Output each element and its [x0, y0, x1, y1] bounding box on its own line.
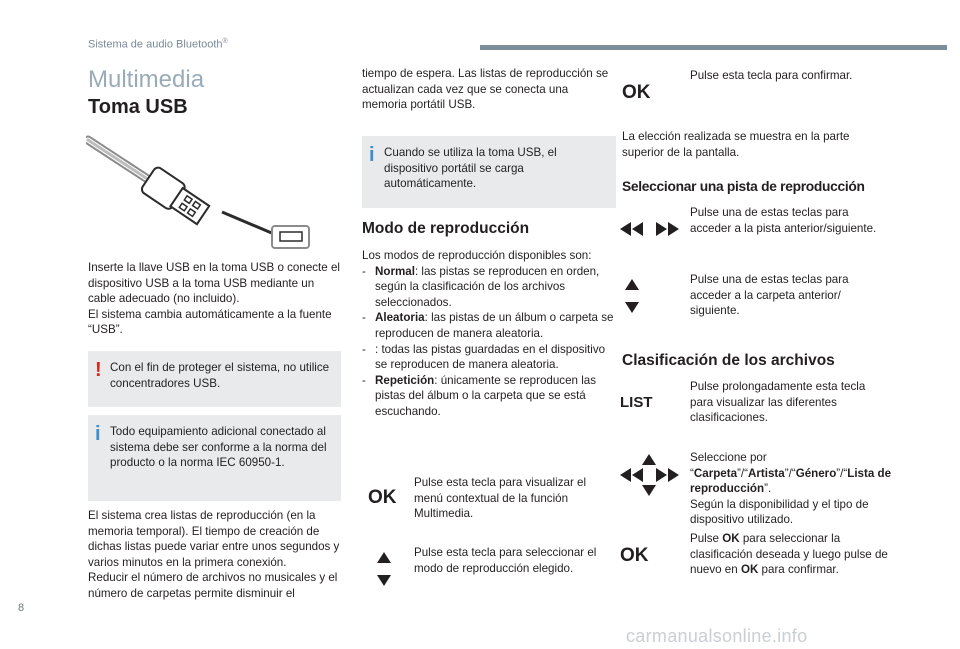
mode-name: Normal: [375, 264, 415, 278]
mode-text: : únicamente se reproducen las pistas del álbum o la carpeta que se está escuchando.: [375, 373, 597, 418]
mode-name: Aleatoria: [375, 311, 425, 325]
usb-illustration: [86, 134, 314, 256]
updown-folder-text: Pulse una de estas teclas para acceder a la carpeta anterior/ siguiente.: [690, 273, 849, 318]
playlist-para-reduce: Reducir el número de archivos no musicales y el número de carpetas permite disminuir el: [88, 571, 338, 600]
ok-key-icon: OK: [620, 545, 649, 566]
warning-note: [88, 351, 341, 407]
usb-instructions: [88, 260, 344, 338]
list-text: Pulse prolongadamente esta tecla para visualizar las diferentes clasificaciones.: [690, 380, 866, 425]
mode-text: : todas las pistas guardadas en el dispositivo se reproducen de manera aleatoria.: [375, 342, 606, 372]
mode-name: Repetición: [375, 373, 435, 387]
watermark: carmanualsonline.info: [626, 626, 808, 646]
list-key-icon: LIST: [620, 394, 653, 411]
track-heading: Seleccionar una pista de reproducción: [622, 179, 865, 194]
four-way-arrows-icon: [620, 454, 680, 501]
list-dash: -: [362, 373, 366, 387]
select-availability: Según la disponibilidad y el tipo de dispositivo utilizado.: [690, 497, 869, 527]
usb-heading: Toma USB: [88, 96, 188, 118]
mode-item-all: [362, 342, 616, 373]
ok-select-pre: Pulse: [690, 532, 723, 545]
ok-key-icon: OK: [622, 82, 651, 103]
usb-para-source: El sistema cambia automáticamente a la fuente “USB”.: [88, 307, 332, 337]
mode-text: : las pistas se reproducen en orden, según la clasificación de los archivos seleccionados.: [375, 264, 600, 309]
ok-confirm-text: Pulse esta tecla para confirmar.: [690, 69, 853, 82]
info-icon: i: [369, 144, 375, 166]
info-note-charging: [362, 136, 616, 208]
section-title: Sistema de audio Bluetooth: [88, 38, 223, 51]
select-text: [690, 450, 900, 528]
mode-item-normal: [362, 264, 616, 311]
ok-select-post: para confirmar.: [758, 563, 839, 577]
modes-list: [362, 248, 616, 420]
option-lista: Lista de reproducción: [690, 466, 892, 496]
list-dash: -: [362, 342, 366, 356]
list-dash: -: [362, 311, 366, 325]
select-intro: Seleccione por: [690, 451, 767, 464]
modes-intro: Los modos de reproducción disponibles son:: [362, 249, 592, 262]
mode-item-repeticion: [362, 373, 616, 420]
registered-mark: ®: [222, 38, 228, 45]
choice-text: La elección realizada se muestra en la parte superior de la pantalla.: [622, 130, 850, 159]
modes-heading: Modo de reproducción: [362, 220, 530, 237]
playlist-text: [88, 508, 344, 602]
section-header: [88, 38, 228, 51]
up-down-arrows-icon: [624, 279, 640, 318]
header-bar: [480, 45, 947, 50]
option-genero: Género: [795, 466, 837, 480]
warning-text: Con el fin de proteger el sistema, no utilice concentradores USB.: [110, 361, 330, 390]
option-artista: Artista: [748, 466, 785, 480]
usb-plug-icon: [86, 134, 314, 256]
prev-next-arrows-icon: [620, 221, 680, 242]
mode-text: : las pistas de un álbum o carpeta se reproducen de manera aleatoria.: [375, 311, 614, 340]
list-dash: -: [362, 264, 366, 278]
ok-key-icon: OK: [368, 487, 397, 508]
playlist-para-continued: tiempo de espera. Las listas de reproducción se actualizan cada vez que se conecta una memoria portátil USB.: [362, 67, 609, 112]
playlist-para: El sistema crea listas de reproducción (en la memoria temporal). El tiempo de creación de dichas listas puede variar entre unos segundos y varios minutos en la primera conexión.: [88, 509, 340, 569]
page-title: Multimedia: [88, 66, 205, 93]
info-note: [88, 415, 341, 501]
info-text: Todo equipamiento adicional conectado al sistema debe ser conforme a la norma del producto o la norma IEC 60950-1.: [110, 425, 327, 470]
ok-select-text: [690, 531, 900, 578]
warning-icon: !: [95, 359, 102, 381]
select-options: “Carpeta”/“Artista”/“Género”/“Lista de reproducción”.: [690, 466, 892, 496]
updown-mode-text: Pulse esta tecla para seleccionar el modo de reproducción elegido.: [414, 546, 597, 575]
mode-item-aleatoria: [362, 310, 616, 341]
up-down-arrows-icon: [376, 552, 392, 591]
classification-heading: Clasificación de los archivos: [622, 352, 835, 369]
ok-key-word: OK: [722, 532, 740, 545]
page-number: 8: [18, 602, 25, 614]
leftright-text: Pulse una de estas teclas para acceder a la pista anterior/siguiente.: [690, 206, 877, 235]
ok-menu-text: Pulse esta tecla para visualizar el menú contextual de la función Multimedia.: [414, 476, 587, 521]
option-carpeta: Carpeta: [693, 466, 738, 480]
usb-para-insert: Inserte la llave USB en la toma USB o conecte el dispositivo USB a la toma USB mediante un cable adecuado (no incluido).: [88, 261, 340, 306]
charging-text: Cuando se utiliza la toma USB, el dispositivo portátil se carga automáticamente.: [384, 146, 557, 191]
info-icon: i: [95, 423, 101, 445]
ok-select-mid: para seleccionar la clasificación deseada y luego pulse de nuevo en: [690, 532, 888, 577]
ok-key-word: OK: [740, 563, 759, 577]
